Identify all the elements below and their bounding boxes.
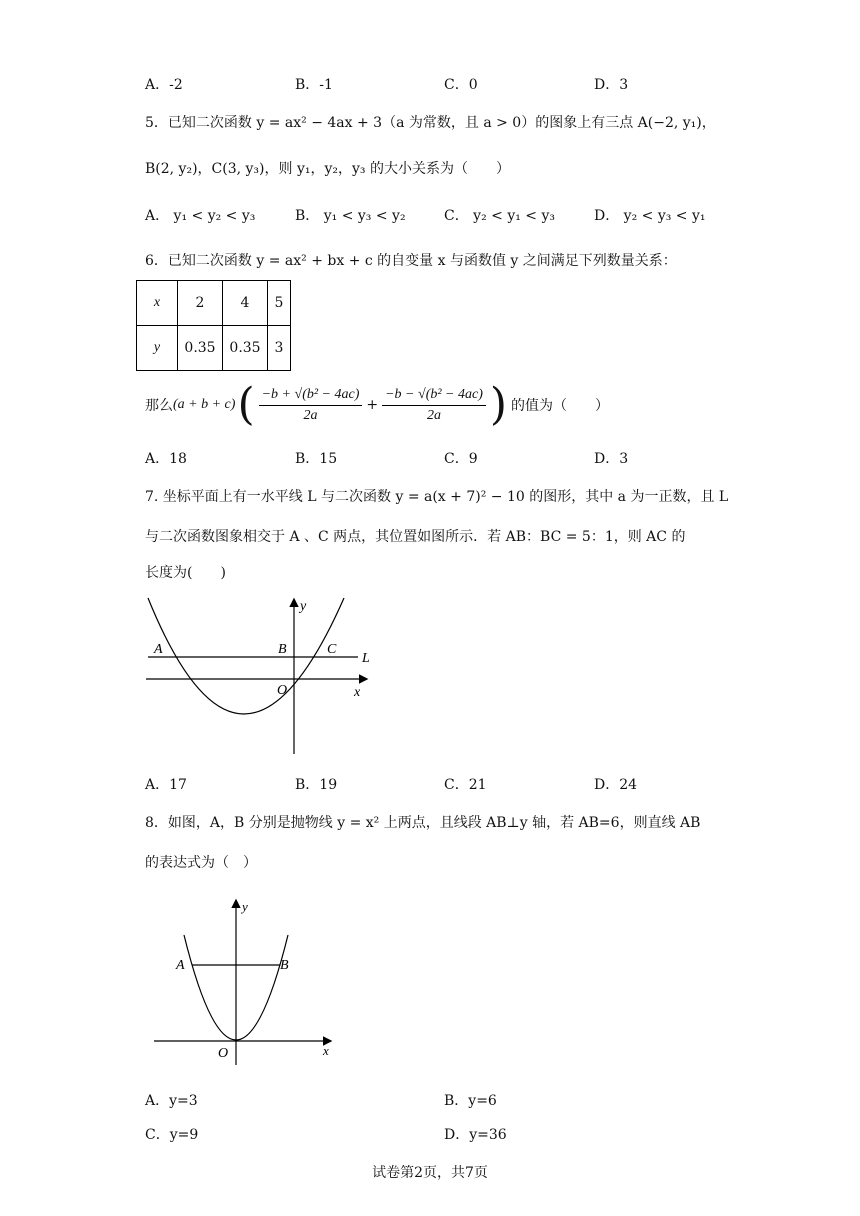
q5-option-c: C． y₂ < y₁ < y₃ <box>444 208 555 224</box>
table-cell: 2 <box>178 281 223 326</box>
table-cell: 5 <box>268 281 291 326</box>
q6-stem: 6．已知二次函数 y = ax² + bx + c 的自变量 x 与函数值 y 之间满足下列数量关系： <box>145 253 677 269</box>
q6-expr-factor: (a + b + c) <box>173 397 236 412</box>
left-paren: ( <box>237 379 255 430</box>
label-x: x <box>323 1043 329 1058</box>
q7-option-a: A．17 <box>145 777 187 793</box>
table-cell: 3 <box>268 326 291 371</box>
right-paren: ) <box>489 379 508 430</box>
q6-option-b: B．15 <box>295 451 338 467</box>
q5-option-b: B． y₁ < y₃ < y₂ <box>295 208 406 224</box>
q4-option-a: A．-2 <box>145 77 183 93</box>
q5-stem-line2: B(2, y₂)，C(3, y₃)，则 y₁，y₂，y₃ 的大小关系为（ ） <box>145 161 510 177</box>
table-row <box>137 326 291 371</box>
q6-option-d: D．3 <box>594 451 629 467</box>
fraction-numerator: −b + √(b² − 4ac) <box>259 387 363 406</box>
table-cell: 0.35 <box>178 326 223 371</box>
q5-option-a: A． y₁ < y₂ < y₃ <box>145 208 256 224</box>
q7-stem-line2: 与二次函数图象相交于 A 、C 两点，其位置如图所示．若 AB：BC = 5：1，则 AC 的 <box>145 529 686 545</box>
table-cell: 4 <box>223 281 268 326</box>
q6-expression <box>145 380 609 430</box>
q7-option-d: D．24 <box>594 777 638 793</box>
label-l: L <box>362 651 370 666</box>
label-o: O <box>277 683 288 698</box>
label-x: x <box>354 685 361 700</box>
q4-option-d: D．3 <box>594 77 629 93</box>
fraction-numerator: −b − √(b² − 4ac) <box>382 387 486 406</box>
q8-parabola-figure <box>150 895 340 1065</box>
label-y: y <box>300 599 307 614</box>
q6-value-table <box>136 280 291 371</box>
q8-option-c: C．y=9 <box>145 1127 199 1143</box>
label-a: A <box>176 958 185 973</box>
page-footer: 试卷第2页，共7页 <box>372 1165 488 1181</box>
q4-option-c: C．0 <box>444 77 478 93</box>
label-y: y <box>242 899 248 914</box>
q7-stem-line3: 长度为( ) <box>145 565 226 581</box>
q6-expr-prefix: 那么 <box>145 398 173 414</box>
label-o: O <box>218 1046 229 1061</box>
parabola-curve <box>148 598 344 714</box>
q8-option-a: A．y=3 <box>145 1093 198 1109</box>
label-c: C <box>327 642 337 657</box>
q7-parabola-figure <box>140 590 390 760</box>
q6-option-c: C．9 <box>444 451 478 467</box>
fraction-denominator: 2a <box>303 407 318 423</box>
q5-option-d: D． y₂ < y₃ < y₁ <box>594 208 706 224</box>
q6-expr-suffix: 的值为（ ） <box>511 398 610 414</box>
plus-sign: + <box>366 397 379 413</box>
table-row <box>137 281 291 326</box>
table-cell: x <box>137 281 178 326</box>
table-cell: y <box>137 326 178 371</box>
q7-option-c: C．21 <box>444 777 487 793</box>
q6-fraction-1 <box>259 387 363 424</box>
q8-option-b: B．y=6 <box>444 1093 497 1109</box>
q6-fraction-2 <box>382 387 486 424</box>
q6-option-a: A．18 <box>145 451 187 467</box>
q7-stem-line1: 7. 坐标平面上有一水平线 L 与二次函数 y = a(x + 7)² − 10 的图形，其中 a 为一正数，且 L <box>145 489 729 505</box>
q5-stem-line1: 5．已知二次函数 y = ax² − 4ax + 3（a 为常数，且 a > 0）的图象上有三点 A(−2, y₁)， <box>145 115 716 131</box>
q7-option-b: B．19 <box>295 777 338 793</box>
table-cell: 0.35 <box>223 326 268 371</box>
label-b: B <box>280 958 289 973</box>
q8-stem-line2: 的表达式为（ ） <box>145 855 257 871</box>
fraction-denominator: 2a <box>426 407 441 423</box>
q8-option-d: D．y=36 <box>444 1127 507 1143</box>
label-a: A <box>154 642 163 657</box>
label-b: B <box>278 642 287 657</box>
q4-option-b: B．-1 <box>295 77 333 93</box>
q8-stem-line1: 8．如图，A，B 分别是抛物线 y = x² 上两点，且线段 AB⊥y 轴，若 AB=6，则直线 AB <box>145 815 701 831</box>
